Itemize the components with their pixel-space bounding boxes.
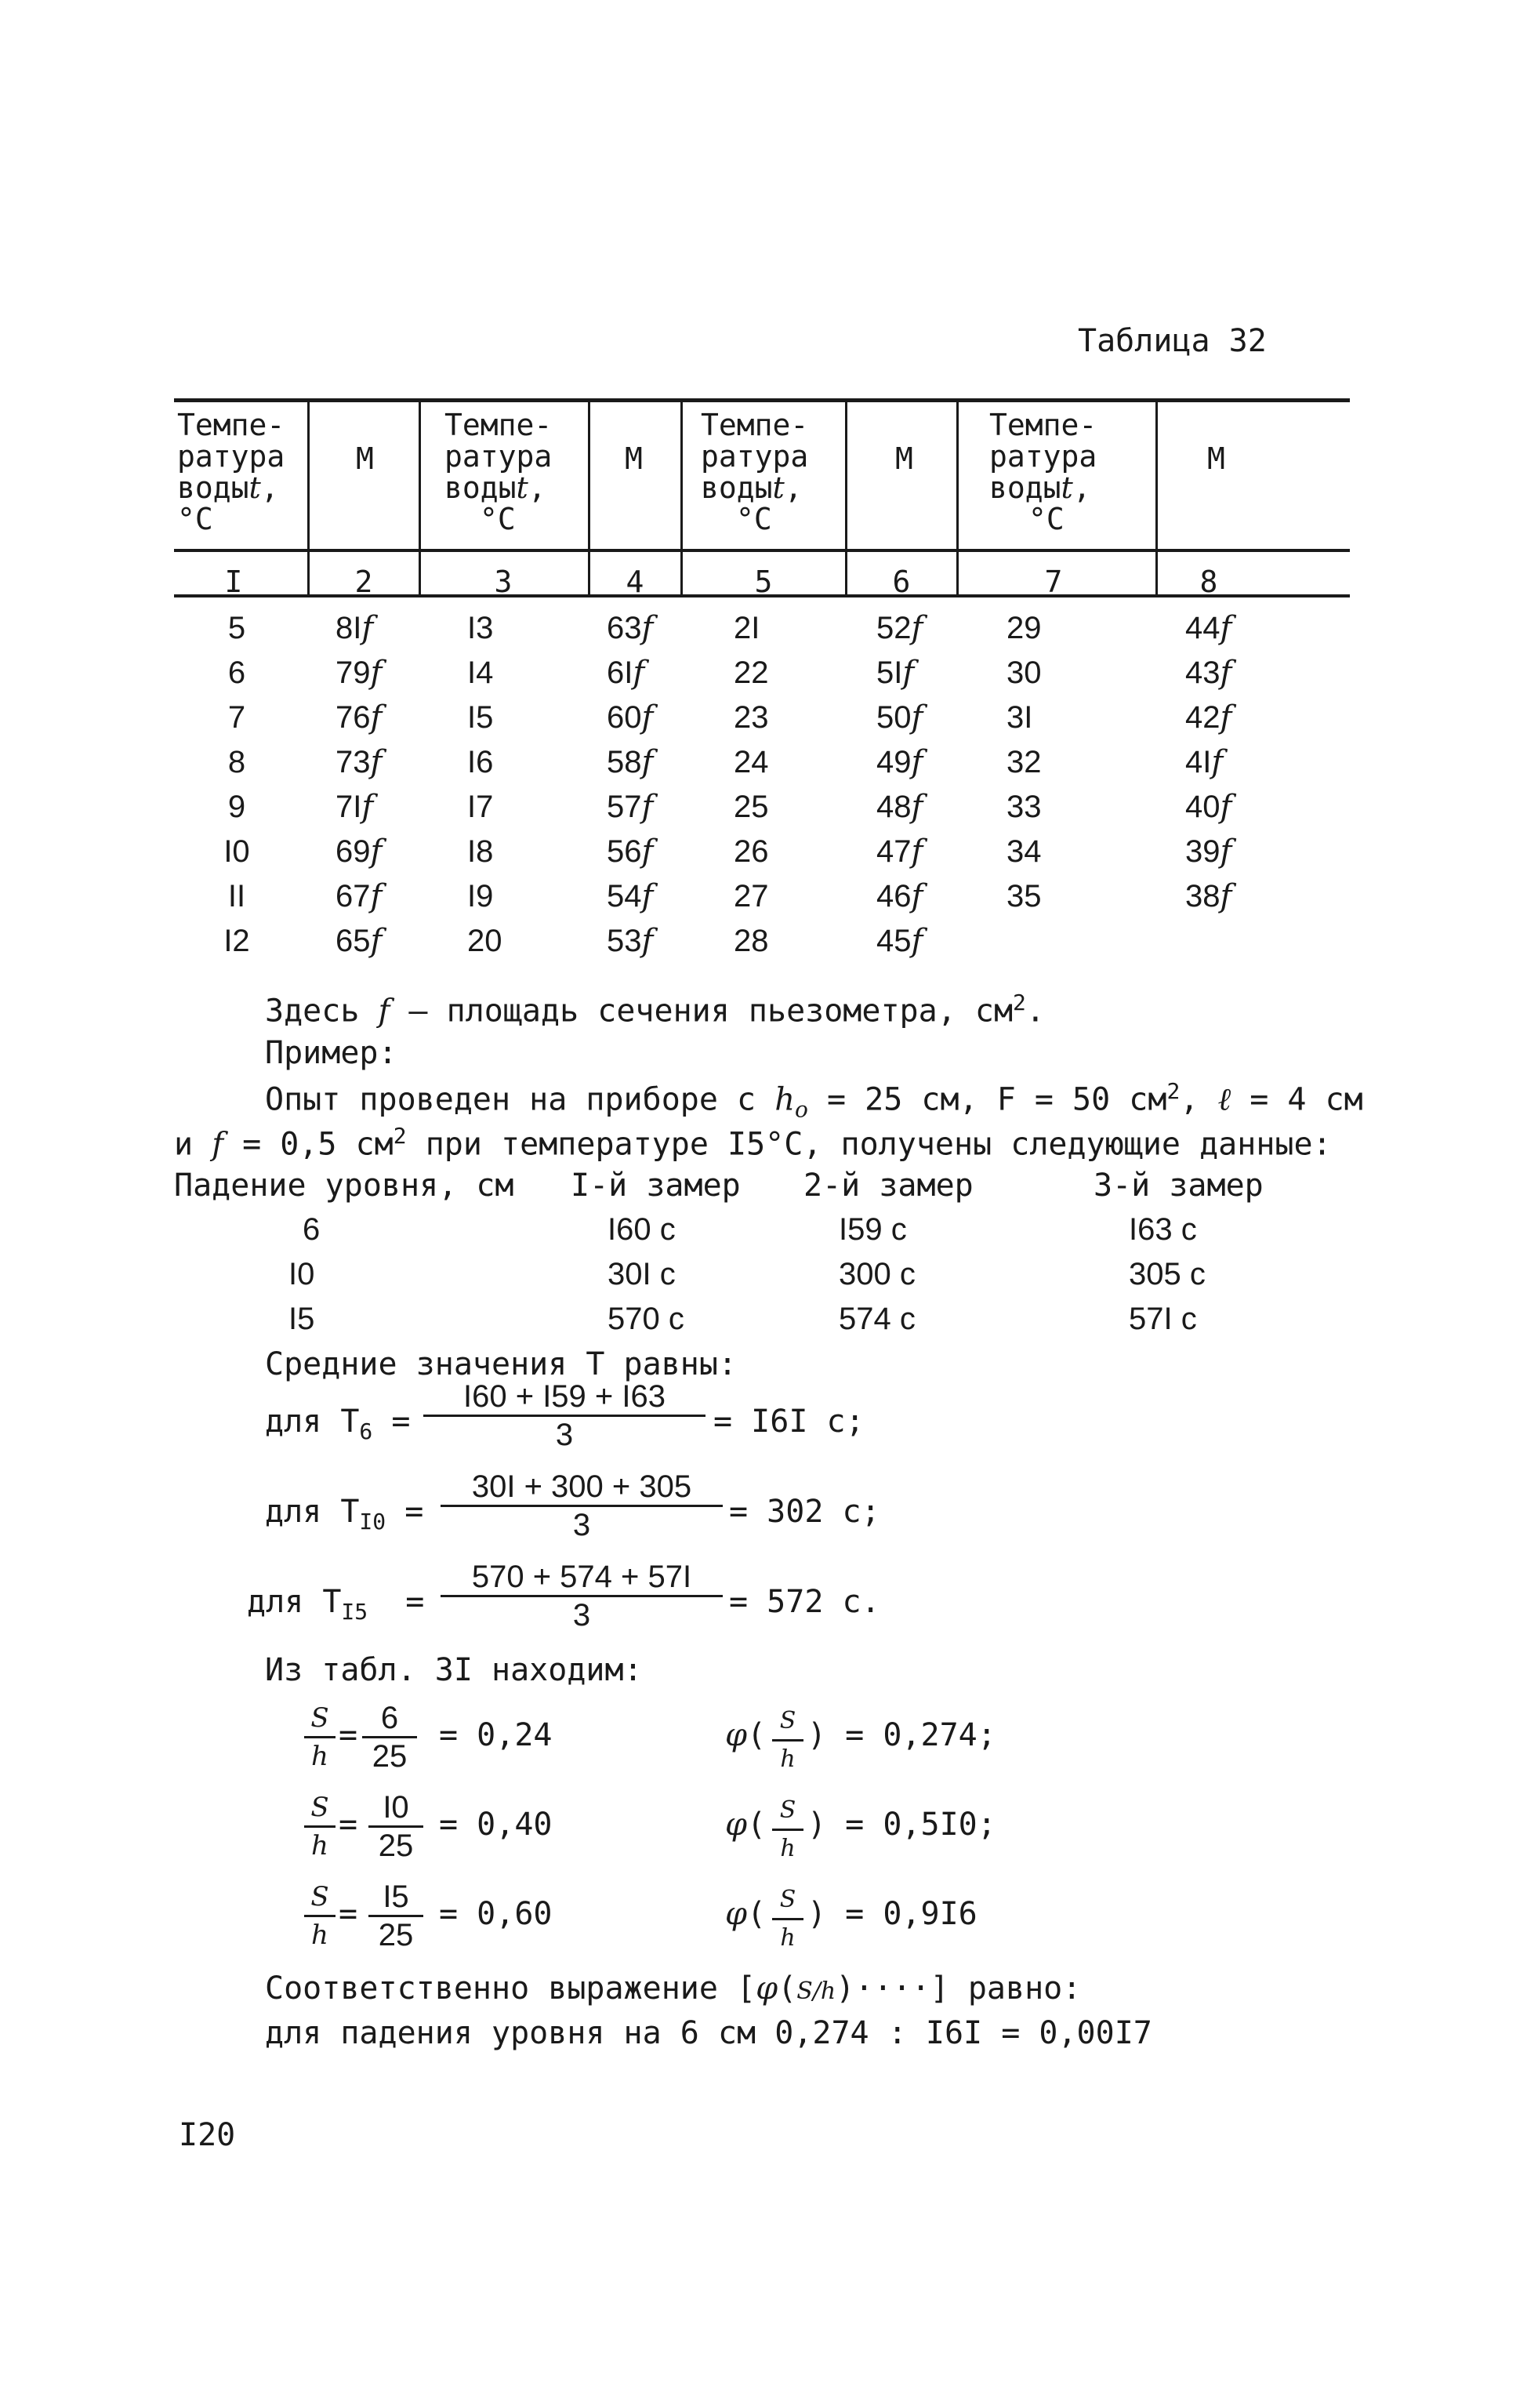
table-cell: I2: [223, 924, 250, 958]
ratio-3-fraction: $\frac{I5}{25}$: [368, 1879, 423, 1953]
table-cell: I8: [467, 834, 494, 869]
t6-result: = I6I с;: [713, 1404, 865, 1440]
table-cell: I5: [467, 700, 494, 735]
table-cell: 6: [227, 656, 246, 690]
table-caption: Таблица 32: [1078, 323, 1267, 359]
col-m-1: [336, 606, 382, 964]
header-temperature-1: Темпе- ратура водыt, °C: [177, 408, 285, 536]
table-cell: 2I: [734, 611, 760, 645]
table-col-divider: [419, 402, 421, 594]
table-cell: 54f: [607, 878, 654, 914]
col-m-4: [1185, 606, 1231, 919]
table-cell: 46f: [876, 878, 923, 914]
table-col-divider: [845, 402, 847, 594]
table-cell: I3: [467, 611, 494, 645]
ratio-3-value: = 0,60: [439, 1896, 553, 1932]
experiment-line-1: Опыт проведен на приборе с $h_o = 25$ см, F = 50 $см^2$, ℓ = 4 см: [265, 1078, 1363, 1123]
table-cell: 50f: [876, 699, 923, 735]
col-m-3: [876, 606, 923, 964]
header-temperature-4: Темпе- ратура водыt, °C: [989, 408, 1097, 536]
t15-result: = 572 с.: [729, 1584, 880, 1620]
phi-2-s-over-h: $\frac{S}{h}$: [772, 1792, 803, 1867]
table-cell: 26: [734, 834, 769, 869]
table-cell: 8: [227, 745, 246, 779]
phi-2-value: ) = 0,5I0;: [807, 1807, 996, 1843]
meas-cell: 6: [303, 1212, 321, 1247]
col-temps-2: [467, 606, 502, 964]
header-temperature-2: Темпе- ратура водыt, °C: [444, 408, 553, 536]
table-cell: 22: [734, 656, 769, 690]
meas-cell: I5: [288, 1302, 315, 1336]
table-cell: II: [227, 879, 246, 913]
col-number: 4: [626, 565, 644, 599]
table-cell: 67f: [336, 878, 383, 914]
table-cell: 60f: [607, 699, 654, 735]
table-cell: 27: [734, 879, 769, 913]
table-cell: 56f: [607, 834, 654, 870]
table-cell: 6If: [607, 655, 645, 691]
table-cell: 8If: [336, 610, 374, 646]
table-top-rule: [174, 398, 1350, 402]
table-header-rule: [174, 549, 1350, 552]
table-cell: 34: [1007, 834, 1042, 869]
table-cell: 7If: [336, 789, 374, 825]
table-cell: 30: [1007, 656, 1042, 690]
table-cell: 45f: [876, 923, 923, 959]
table-cell: I6: [467, 745, 494, 779]
table-cell: 57f: [607, 789, 654, 825]
table-cell: 47f: [876, 834, 923, 870]
from-table-line: Из табл. 3I находим:: [265, 1652, 643, 1688]
experiment-line-2: и f = 0,5 $см^2$ при температуре I5°C, получены следующие данные:: [174, 1123, 1332, 1163]
meas-cell: I60 с: [608, 1212, 676, 1247]
table-cell: 28: [734, 924, 769, 958]
equals-sign: =: [339, 1717, 358, 1753]
table-cell: 33: [1007, 790, 1042, 824]
header-m-1: М: [356, 441, 374, 476]
means-title: Средние значения Т равны:: [265, 1346, 738, 1382]
col-temps-3: [734, 606, 769, 964]
table-cell: 25: [734, 790, 769, 824]
table-cell: 3I: [1007, 700, 1033, 735]
t6-fraction: $\frac{I60 + I59 + I63}{3}$: [423, 1378, 705, 1453]
meas-cell: 570 с: [608, 1302, 684, 1336]
col-number: 7: [1044, 565, 1063, 599]
phi-3-s-over-h: $\frac{S}{h}$: [772, 1882, 803, 1956]
definition-line: Здесь f – площадь сечения пьезометра, $см^2$.: [265, 990, 1045, 1030]
table-cell: 32: [1007, 745, 1042, 779]
col-temps-4: [1007, 606, 1042, 919]
table-cell: 35: [1007, 879, 1042, 913]
t15-fraction: $\frac{570 + 574 + 57I}{3}$: [441, 1559, 723, 1633]
ratio-1-fraction: $\frac{6}{25}$: [362, 1700, 417, 1774]
equals-sign: =: [339, 1896, 358, 1932]
t10-result: = 302 с;: [729, 1494, 880, 1530]
table-cell: 65f: [336, 923, 383, 959]
table-col-divider: [1155, 402, 1158, 594]
t6-label: для $Т_6$ =: [265, 1404, 411, 1444]
table-col-divider: [307, 402, 310, 594]
table-cell: 42f: [1185, 699, 1232, 735]
table-cell: 48f: [876, 789, 923, 825]
table-cell: 7: [227, 700, 246, 735]
col-temps-1: [213, 606, 260, 964]
table-cell: 4If: [1185, 744, 1224, 780]
col-number: I: [224, 565, 243, 599]
t10-fraction: $\frac{30I + 300 + 305}{3}$: [441, 1469, 723, 1543]
table-cell: 52f: [876, 610, 923, 646]
t10-label: для $Т_{I0}$ =: [265, 1494, 424, 1535]
phi-3-value: ) = 0,9I6: [807, 1896, 977, 1932]
table-cell: I4: [467, 656, 494, 690]
meas-cell: 57I с: [1129, 1302, 1197, 1336]
meas-cell: I63 с: [1129, 1212, 1197, 1247]
table-cell: I9: [467, 879, 494, 913]
table-cell: 49f: [876, 744, 923, 780]
table-cell: 5: [227, 611, 246, 645]
table-cell: 44f: [1185, 610, 1232, 646]
meas-cell: 574 с: [839, 1302, 916, 1336]
t15-label: для $Т_{I5}$ =: [247, 1584, 425, 1625]
meas-cell: I0: [288, 1257, 315, 1291]
meas-cell: 300 с: [839, 1257, 916, 1291]
col-number: 2: [354, 565, 373, 599]
phi-3: φ(: [725, 1896, 767, 1932]
table-cell: 39f: [1185, 834, 1232, 870]
ratio-2-fraction: $\frac{I0}{25}$: [368, 1789, 423, 1864]
phi-1: φ(: [725, 1717, 767, 1753]
table-cell: 9: [227, 790, 246, 824]
table-cell: 38f: [1185, 878, 1232, 914]
s-over-h: $\frac{S}{h}$: [304, 1789, 336, 1864]
meas-header-2: 2-й замер: [803, 1168, 974, 1204]
table-col-divider: [588, 402, 590, 594]
s-over-h: $\frac{S}{h}$: [304, 1879, 336, 1953]
col-number: 6: [892, 565, 911, 599]
equals-sign: =: [339, 1807, 358, 1843]
col-number: 5: [754, 565, 773, 599]
table-cell: 73f: [336, 744, 383, 780]
table-cell: I7: [467, 790, 494, 824]
meas-header-fall: Падение уровня, см: [174, 1168, 514, 1204]
header-m-4: М: [1207, 441, 1225, 476]
table-cell: 76f: [336, 699, 383, 735]
meas-cell: I59 с: [839, 1212, 907, 1247]
table-col-divider: [956, 402, 959, 594]
table-cell: 53f: [607, 923, 654, 959]
table-cell: 63f: [607, 610, 654, 646]
header-m-3: М: [895, 441, 913, 476]
col-m-2: [607, 606, 653, 964]
meas-header-1: I-й замер: [571, 1168, 741, 1204]
table-cell: 29: [1007, 611, 1042, 645]
table-cell: 40f: [1185, 789, 1232, 825]
meas-header-3: 3-й замер: [1094, 1168, 1264, 1204]
example-heading: Пример:: [265, 1035, 397, 1071]
header-m-2: М: [625, 441, 643, 476]
table-cell: 69f: [336, 834, 383, 870]
ratio-2-value: = 0,40: [439, 1807, 553, 1843]
s-over-h: $\frac{S}{h}$: [304, 1700, 336, 1774]
expression-line: Соответственно выражение [φ(S/h)····] равно:: [265, 1970, 1082, 2007]
col-number: 8: [1199, 565, 1218, 599]
table-cell: 23: [734, 700, 769, 735]
table-cell: I0: [223, 834, 250, 869]
table-cell: 5If: [876, 655, 915, 691]
header-temperature-3: Темпе- ратура водыt, °C: [701, 408, 809, 536]
col-number: 3: [494, 565, 513, 599]
table-cell: 79f: [336, 655, 383, 691]
table-cell: 58f: [607, 744, 654, 780]
phi-2: φ(: [725, 1807, 767, 1843]
page-number: I20: [179, 2117, 236, 2153]
phi-1-s-over-h: $\frac{S}{h}$: [772, 1703, 803, 1778]
meas-cell: 305 с: [1129, 1257, 1206, 1291]
table-cell: 24: [734, 745, 769, 779]
phi-1-value: ) = 0,274;: [807, 1717, 996, 1753]
last-line: для падения уровня на 6 см 0,274 : I6I = 0,00I7: [265, 2015, 1152, 2051]
meas-cell: 30I с: [608, 1257, 676, 1291]
table-cell: 43f: [1185, 655, 1232, 691]
ratio-1-value: = 0,24: [439, 1717, 553, 1753]
table-col-divider: [680, 402, 683, 594]
table-cell: 20: [467, 924, 502, 958]
